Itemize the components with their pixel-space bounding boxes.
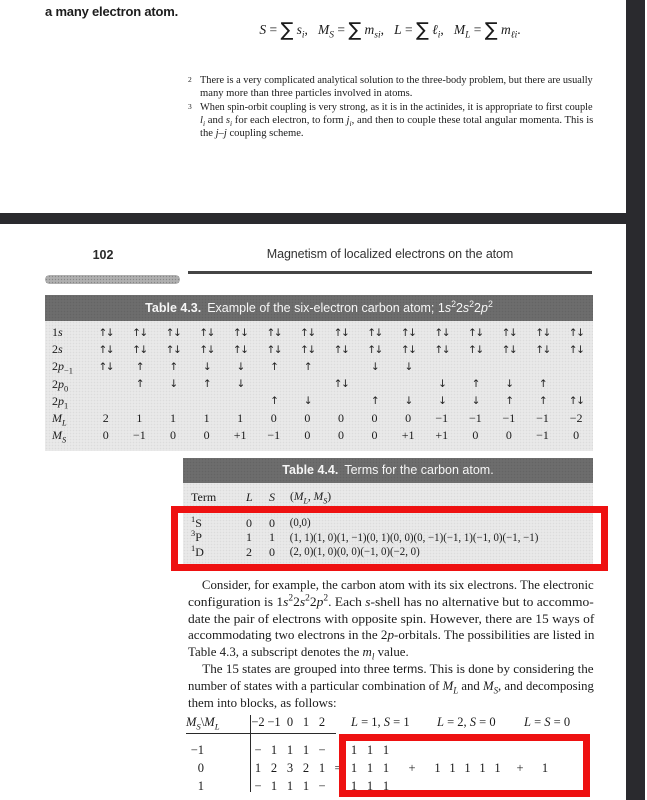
matrix-header-row: [186, 713, 598, 732]
row-label: $M_S$: [52, 428, 67, 445]
footnote-marker: 3: [188, 102, 192, 111]
matrix-cell: 2: [270, 761, 278, 775]
table-cell: 1: [169, 411, 176, 426]
table-cell: ↓: [505, 378, 513, 391]
table-cell: 0: [203, 428, 210, 443]
table-cell: ↑↓: [367, 326, 382, 339]
row-label: $2p_{-1}$: [52, 359, 73, 376]
table-cell: −1: [267, 428, 281, 443]
matrix-cell: 3: [286, 761, 294, 775]
heading-fragment: a many electron atom.: [45, 4, 179, 19]
table-cell: ↑↓: [300, 343, 315, 356]
table-43-row: [45, 427, 593, 444]
table-cell: ↓: [404, 395, 412, 408]
matrix-cell: −: [318, 743, 326, 757]
matrix-cell: −: [254, 779, 262, 793]
table-4-4-title-text: Terms for the carbon atom.: [344, 463, 494, 477]
matrix-vertical-rule: [250, 715, 251, 792]
table-cell: −1: [502, 411, 516, 426]
table-cell: ↑: [270, 360, 278, 373]
table-cell: ↑: [135, 360, 144, 373]
footnote-line: many more than three particles involved in atoms.: [200, 88, 413, 99]
table-cell: ↑: [538, 378, 547, 391]
table-cell: ↓: [471, 395, 479, 408]
table-cell: ↑: [471, 378, 479, 391]
term-cell: $^3$P: [191, 529, 202, 545]
table-cell: ↓: [169, 378, 177, 391]
block-cell: 1: [382, 779, 390, 793]
table-cell: ↑↓: [501, 343, 517, 356]
table-cell: 1: [237, 411, 244, 426]
table-cell: ↑↓: [568, 343, 584, 356]
term-cell: $^1$S: [191, 514, 202, 530]
table-cell: ↑↓: [232, 343, 248, 356]
block-cell: 1: [494, 761, 501, 775]
table-43-row: [45, 376, 593, 393]
matrix-col-label: 1: [302, 715, 310, 729]
matrix-horizontal-rule: [186, 733, 336, 734]
footnotes: [188, 74, 593, 141]
matrix-cell: 1: [286, 743, 294, 757]
table-4-3-title-text: Example of the six-electron carbon atom; $1s^22s^22p^2$: [207, 298, 493, 315]
states-cell: (0,0): [289, 517, 311, 530]
table-cell: ↓: [236, 360, 244, 373]
matrix-cell: 1: [302, 779, 310, 793]
matrix-col-label: 0: [286, 715, 294, 729]
s-cell: 0: [269, 515, 275, 530]
table-cell: ↓: [438, 378, 446, 391]
footnote-line: the j–j coupling scheme.: [200, 128, 304, 139]
table-43-rows: [45, 321, 593, 451]
block-cell: 1: [366, 779, 374, 793]
table-43-row: [45, 324, 593, 341]
body-line: accommodating two electrons in the 2p-orbitals. The possibilities are listed in: [188, 628, 595, 643]
row-label: $2p_0$: [52, 376, 69, 394]
body-line: date the pair of electrons with opposite spin. However, there are 15 ways of: [188, 611, 595, 626]
body-line: configuration is $1s^22s^22p^2$. Each s-shell has no alternative but to accommo-: [188, 592, 594, 609]
body-line: Table 4.3, a subscript denotes the $m_l$ value.: [188, 645, 409, 662]
table-cell: ↑↓: [165, 326, 181, 339]
table-cell: ↑↓: [468, 326, 483, 339]
table-cell: 0: [102, 428, 109, 443]
matrix-col-label: 2: [318, 715, 326, 729]
table-4-4-title: [183, 458, 593, 483]
table-cell: ↑↓: [266, 343, 282, 356]
matrix-col-label: −2: [251, 715, 265, 729]
col-header-mlms: ($M_L$, $M_S$): [290, 491, 332, 506]
footnote: [188, 74, 593, 100]
col-header-l: L: [246, 489, 253, 504]
highlight-box-blocks: [339, 734, 590, 797]
footnote-marker: 2: [188, 75, 192, 84]
l-cell: 0: [246, 515, 252, 530]
matrix-cell: 2: [302, 761, 310, 775]
row-label: $M_L$: [52, 411, 67, 428]
table-cell: −1: [536, 411, 549, 426]
block-cell: 1: [350, 743, 358, 757]
block-cell: 1: [449, 761, 456, 775]
row-label: 2s: [52, 342, 63, 357]
block-header-ls0: L = S = 0: [524, 715, 571, 729]
matrix-col-label: −1: [267, 715, 281, 729]
col-header-s: S: [269, 489, 275, 504]
table-cell: ↑↓: [400, 343, 416, 356]
table-cell: ↑↓: [568, 395, 584, 408]
body-line: Consider, for example, the carbon atom with its six electrons. The electronic: [201, 578, 594, 592]
block-cell: 1: [350, 761, 358, 775]
table-cell: ↑↓: [98, 343, 114, 356]
table-cell: 0: [337, 411, 344, 426]
footnote: [188, 101, 593, 140]
table-cell: ↓: [404, 360, 412, 373]
highlight-box-terms: [171, 506, 608, 571]
table-cell: 0: [304, 428, 311, 443]
footnote-line: When spin-orbit coupling is very strong, as it is in the actinides, it is appropriate to first couple: [200, 102, 593, 113]
row-label: $2p_1$: [52, 393, 69, 411]
table-cell: ↑: [270, 395, 278, 408]
matrix-row-label: 1: [197, 779, 204, 793]
page-divider-bar: [0, 213, 626, 224]
table-43-row: [45, 393, 593, 410]
col-header-term: Term: [191, 489, 217, 504]
table-cell: −2: [569, 411, 583, 426]
table-cell: ↑↓: [132, 343, 147, 356]
table-cell: 0: [405, 411, 412, 426]
table-43-row: [45, 358, 593, 375]
matrix-cell: −: [318, 779, 326, 793]
table-cell: +1: [233, 428, 247, 443]
table-43-row: [45, 410, 593, 427]
table-cell: 0: [270, 411, 277, 426]
plus-sign: +: [516, 761, 524, 775]
page-number-bar: [45, 275, 180, 284]
matrix-row-label: 0: [197, 761, 204, 775]
table-cell: ↑↓: [98, 326, 114, 339]
block-cell: 1: [464, 761, 471, 775]
block-cell: 1: [541, 761, 549, 775]
table-cell: 0: [371, 428, 378, 443]
table-cell: −1: [536, 428, 549, 443]
table-cell: ↓: [202, 360, 211, 373]
table-cell: ↑↓: [199, 343, 214, 356]
block-header-l1s1: L = 1, S = 1: [351, 715, 410, 729]
row-label: 1s: [52, 325, 63, 340]
matrix-cell: −: [254, 743, 262, 757]
matrix-cell: 1: [270, 743, 278, 757]
block-cell: 1: [366, 761, 374, 775]
block-cell: 1: [479, 761, 486, 775]
block-cell: 1: [350, 779, 358, 793]
equals-sign: =: [334, 761, 342, 775]
table-cell: ↓: [303, 395, 312, 408]
table-cell: ↑↓: [98, 360, 114, 373]
plus-sign: +: [408, 761, 416, 775]
body-paragraph: [188, 577, 594, 711]
table-cell: −1: [435, 411, 449, 426]
table-cell: 1: [203, 411, 210, 426]
states-cell: (2, 0)(1, 0)(0, 0)(−1, 0)(−2, 0): [289, 546, 420, 559]
block-cell: 1: [366, 743, 374, 757]
table-cell: ↑↓: [501, 326, 517, 339]
footnote-line: There is a very complicated analytical solution to the three-body problem, but there are usually: [200, 75, 593, 86]
table-cell: 0: [573, 428, 580, 443]
table-43-row: [45, 341, 593, 358]
table-cell: ↑: [303, 360, 312, 373]
table-cell: ↑: [370, 395, 379, 408]
quantum-numbers-equation: S = ∑ $s_i$, $M_S$ = ∑ $m_{si}$, L = ∑ ℓ$_i$, $M_L$ = ∑ $m_{\ell i}$.: [259, 19, 521, 41]
table-cell: ↑: [169, 360, 177, 373]
table-cell: ↑↓: [333, 326, 349, 339]
table-4-3: [45, 295, 593, 451]
table-cell: ↑↓: [165, 343, 181, 356]
table-cell: ↑↓: [300, 326, 315, 339]
body-line: them into blocks, as follows:: [188, 695, 337, 710]
table-cell: ↑↓: [434, 326, 450, 339]
table-cell: ↑↓: [568, 326, 584, 339]
l-cell: 2: [246, 544, 252, 559]
table-cell: ↑↓: [535, 343, 550, 356]
running-head-rule: [188, 271, 592, 274]
block-header-l2s0: L = 2, S = 0: [437, 715, 496, 729]
block-cell: 1: [434, 761, 441, 775]
body-line: number of states with a particular combination of $M_L$ and $M_S$, and decomposing: [188, 678, 594, 696]
s-cell: 1: [269, 530, 275, 545]
matrix-cell: 1: [254, 761, 262, 775]
table-cell: ↑↓: [333, 378, 349, 391]
matrix-cell: 1: [270, 779, 278, 793]
body-line: The 15 states are grouped into three terms. This is done by considering the: [202, 661, 594, 676]
table-cell: 2: [102, 411, 109, 426]
table-cell: ↑↓: [434, 343, 450, 356]
table-cell: ↓: [438, 395, 446, 408]
page-number: 102: [92, 248, 114, 262]
table-4-3-title-label: Table 4.3.: [145, 301, 202, 315]
table-cell: −1: [133, 428, 146, 443]
table-cell: ↑↓: [266, 326, 282, 339]
term-cell: $^1$D: [191, 543, 204, 559]
table-cell: ↑: [202, 378, 211, 391]
table-cell: ↑↓: [535, 326, 550, 339]
table-cell: ↑↓: [199, 326, 214, 339]
table-cell: ↑: [135, 378, 144, 391]
table-4-3-title: [45, 295, 593, 321]
table-cell: +1: [401, 428, 415, 443]
matrix-col-labels: [250, 715, 330, 730]
footnote-line: $l_i$ and $s_i$ for each electron, to form $j_i$, and then to couple these total angular momenta. This is: [200, 115, 594, 129]
matrix-row-label: −1: [190, 743, 204, 757]
table-cell: 1: [136, 411, 143, 426]
matrix-cell: 1: [302, 743, 310, 757]
table-cell: ↓: [236, 378, 244, 391]
table-cell: ↑↓: [333, 343, 349, 356]
table-cell: ↓: [370, 360, 379, 373]
table-cell: ↑: [505, 395, 513, 408]
table-cell: 0: [371, 411, 378, 426]
table-4-4-title-label: Table 4.4.: [282, 463, 339, 477]
table-cell: ↑↓: [232, 326, 248, 339]
states-cell: (1, 1)(1, 0)(1, −1)(0, 1)(0, 0)(0, −1)(−1, 1)(−1, 0)(−1, −1): [289, 531, 539, 544]
table-cell: ↑↓: [400, 326, 416, 339]
table-cell: 0: [169, 428, 176, 443]
s-cell: 0: [269, 544, 275, 559]
running-head: Magnetism of localized electrons on the atom: [266, 247, 514, 261]
table-cell: ↑↓: [367, 343, 382, 356]
table-cell: 0: [505, 428, 512, 443]
matrix-cell: 1: [286, 779, 294, 793]
l-cell: 1: [246, 530, 252, 545]
table-cell: ↑↓: [468, 343, 483, 356]
table-cell: ↑↓: [132, 326, 147, 339]
table-cell: −1: [468, 411, 482, 426]
right-edge-bar: [626, 0, 645, 800]
table-cell: 0: [337, 428, 344, 443]
table-4-4-column-headers: [183, 490, 593, 504]
table-cell: 0: [304, 411, 311, 426]
block-cell: 1: [382, 743, 390, 757]
block-cell: 1: [382, 761, 390, 775]
matrix-corner-label: $M_S\backslash M_L$: [186, 715, 220, 732]
table-cell: 0: [472, 428, 479, 443]
table-cell: +1: [435, 428, 449, 443]
table-cell: ↑: [538, 395, 547, 408]
matrix-cell: 1: [318, 761, 326, 775]
